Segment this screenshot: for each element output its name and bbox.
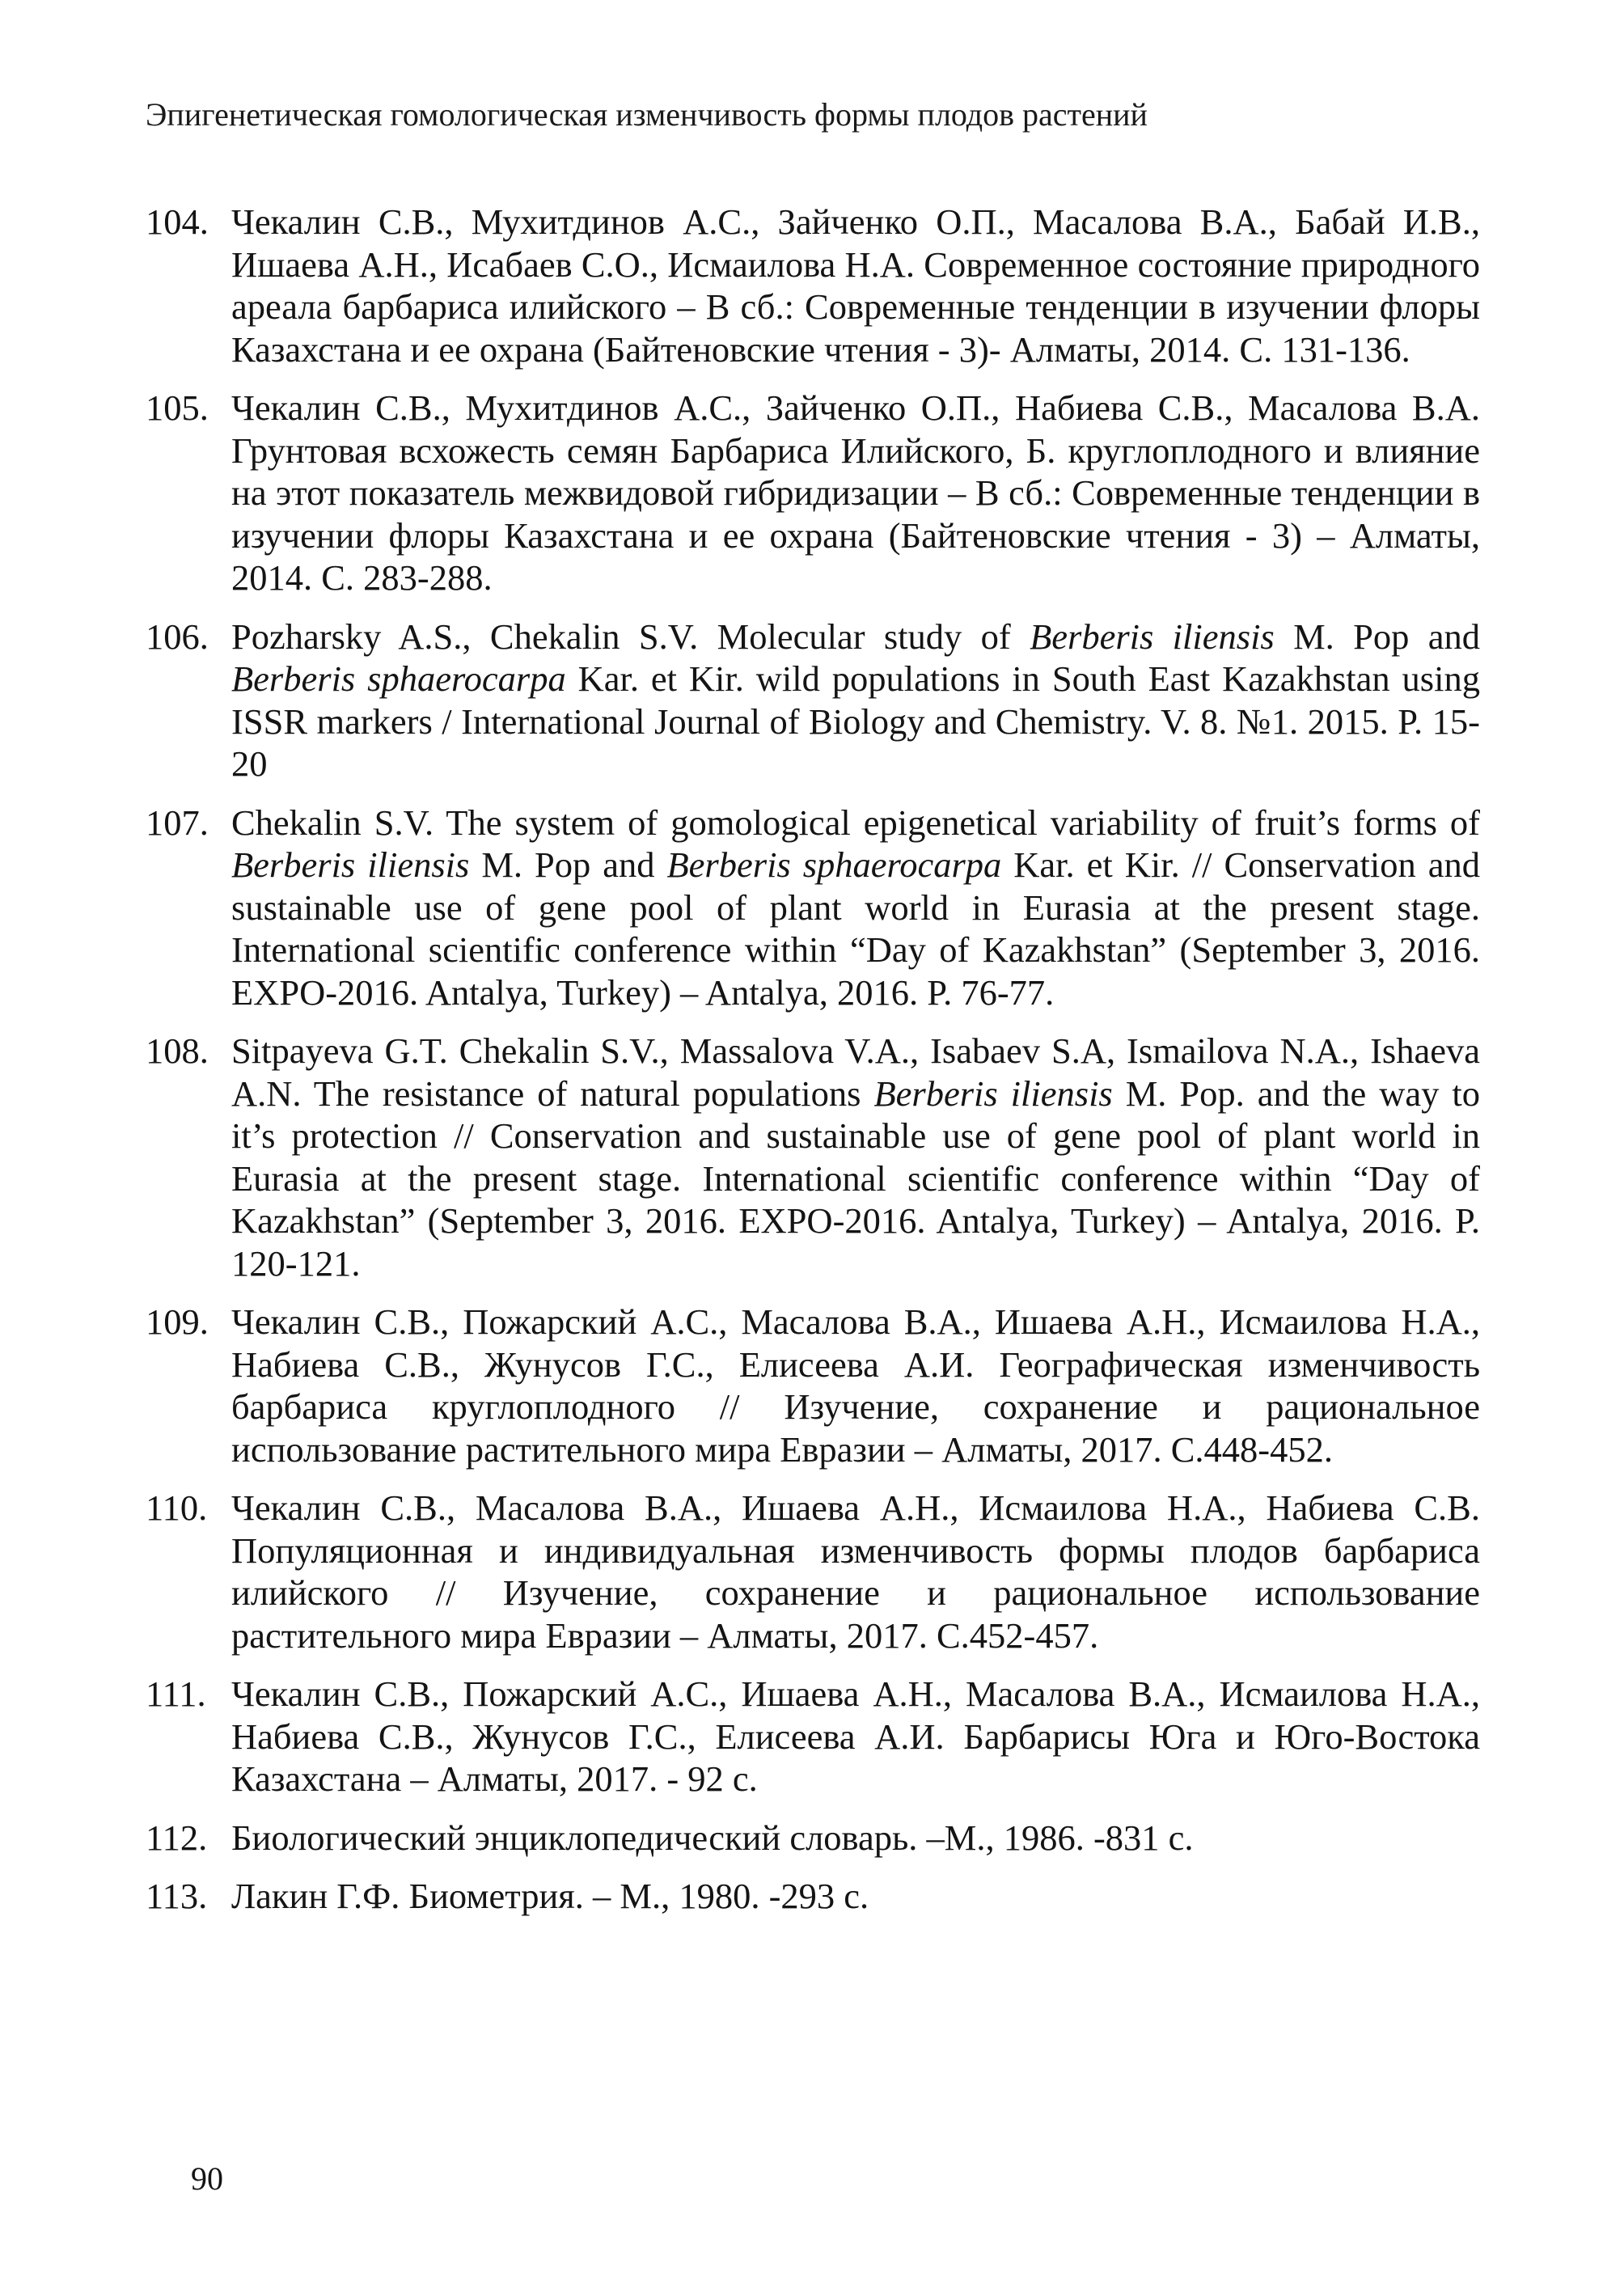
reference-item (146, 1817, 1480, 1859)
species-name-italic: Berberis iliensis (873, 1072, 1113, 1114)
species-name-italic: Berberis iliensis (231, 844, 470, 885)
reference-text (231, 616, 1480, 785)
reference-text-segment: Лакин Г.Ф. Биометрия. – М., 1980. -293 с. (231, 1876, 869, 1916)
reference-text-segment: Kar. et Kir. // Conservation and sustainable use of gene pool of plant world in Eurasia at the present stage. International scientific conference within “Day of Kazakhstan” (September 3, 2016. EXPO-2016. Antalya, Turkey) – Antalya, 2016. P. 76-77. (231, 844, 1480, 1013)
reference-text (231, 1487, 1480, 1656)
reference-text (231, 1301, 1480, 1470)
reference-text-segment: M. Pop and (1274, 616, 1481, 657)
reference-text (231, 1876, 869, 1916)
reference-text-segment: M. Pop. and the way to it’s protection // Conservation and sustainable use of gene pool of plant world in Eurasia at the present stage. International scientific conference within “Day of Kazakhstan” (September 3, 2016. EXPO-2016. Antalya, Turkey) – Antalya, 2016. P. 120-121. (231, 1072, 1480, 1284)
reference-text-segment: Chekalin S.V. The system of gomological epigenetical variability of fruit’s forms of (231, 802, 1480, 843)
reference-item (146, 1487, 1480, 1656)
reference-text-segment: Kar. et Kir. wild populations in South East Kazakhstan using ISSR markers / International Journal of Biology and Chemistry. V. 8. №1. 2015. P. 15-20 (231, 658, 1480, 784)
reference-text-segment: Чекалин С.В., Мухитдинов А.С., Зайченко О.П., Набиева С.В., Масалова В.А. Грунтовая всхожесть семян Барбариса Илийского, Б. круглоплодного и влияние на этот показатель межвидовой гибридизации – В сб.: Современные тенденции в изучении флоры Казахстана и ее охрана (Байтеновские чтения - 3) – Алматы, 2014. С. 283-288. (231, 387, 1480, 598)
reference-text (231, 1673, 1480, 1799)
reference-item (146, 1673, 1480, 1800)
reference-text-segment: Чекалин С.В., Мухитдинов А.С., Зайченко О.П., Масалова В.А., Бабай И.В., Ишаева А.Н., Исабаев С.О., Исмаилова Н.А. Современное состояние природного ареала барбариса илийского – В сб.: Современные тенденции в изучении флоры Казахстана и ее охрана (Байтеновские чтения - 3)- Алматы, 2014. С. 131-136. (231, 201, 1480, 370)
reference-number: 112. (146, 1817, 208, 1858)
reference-text (231, 1817, 1194, 1858)
reference-number: 104. (146, 201, 209, 242)
reference-number: 107. (146, 802, 209, 843)
reference-item (146, 1875, 1480, 1918)
reference-text-segment: Pozharsky A.S., Chekalin S.V. Molecular study of (231, 616, 1030, 657)
reference-text (231, 1030, 1480, 1284)
reference-number: 113. (146, 1876, 208, 1916)
reference-text (231, 201, 1480, 370)
reference-item (146, 1030, 1480, 1284)
reference-item (146, 616, 1480, 785)
reference-text-segment: Sitpayeva G.T. Chekalin S.V., Massalova V.A., Isabaev S.A, Ismailova N.A., Ishaeva A.N. The resistance of natural populations (231, 1030, 1480, 1114)
reference-text-segment: Чекалин С.В., Масалова В.А., Ишаева А.Н., Исмаилова Н.А., Набиева С.В. Популяционная и индивидуальная изменчивость формы плодов барбариса илийского // Изучение, сохранение и рациональное использование растительного мира Евразии – Алматы, 2017. С.452-457. (231, 1487, 1480, 1656)
reference-item (146, 387, 1480, 599)
reference-number: 109. (146, 1301, 209, 1342)
reference-text-segment: Биологический энциклопедический словарь. –М., 1986. -831 с. (231, 1817, 1194, 1858)
reference-number: 105. (146, 387, 209, 428)
reference-text-segment: Чекалин С.В., Пожарский А.С., Ишаева А.Н., Масалова В.А., Исмаилова Н.А., Набиева С.В., Жунусов Г.С., Елисеева А.И. Барбарисы Юга и Юго-Востока Казахстана – Алматы, 2017. - 92 с. (231, 1673, 1480, 1799)
reference-number: 111. (146, 1673, 206, 1714)
species-name-italic: Berberis sphaerocarpa (231, 658, 566, 699)
reference-text (231, 802, 1480, 1013)
running-head: Эпигенетическая гомологическая изменчивость формы плодов растений (146, 96, 1148, 133)
reference-item (146, 201, 1480, 370)
reference-item (146, 1301, 1480, 1470)
reference-text-segment: Чекалин С.В., Пожарский А.С., Масалова В.А., Ишаева А.Н., Исмаилова Н.А., Набиева С.В., Жунусов Г.С., Елисеева А.И. Географическая изменчивость барбариса круглоплодного // Изучение, сохранение и рациональное использование растительного мира Евразии – Алматы, 2017. С.448-452. (231, 1301, 1480, 1470)
reference-number: 106. (146, 616, 209, 657)
reference-item (146, 802, 1480, 1014)
species-name-italic: Berberis sphaerocarpa (666, 844, 1002, 885)
reference-number: 108. (146, 1030, 209, 1071)
reference-text-segment: M. Pop and (469, 844, 667, 885)
page-number: 90 (191, 2160, 223, 2197)
reference-number: 110. (146, 1487, 208, 1528)
species-name-italic: Berberis iliensis (1030, 616, 1275, 657)
reference-list (146, 201, 1480, 1934)
reference-text (231, 387, 1480, 598)
